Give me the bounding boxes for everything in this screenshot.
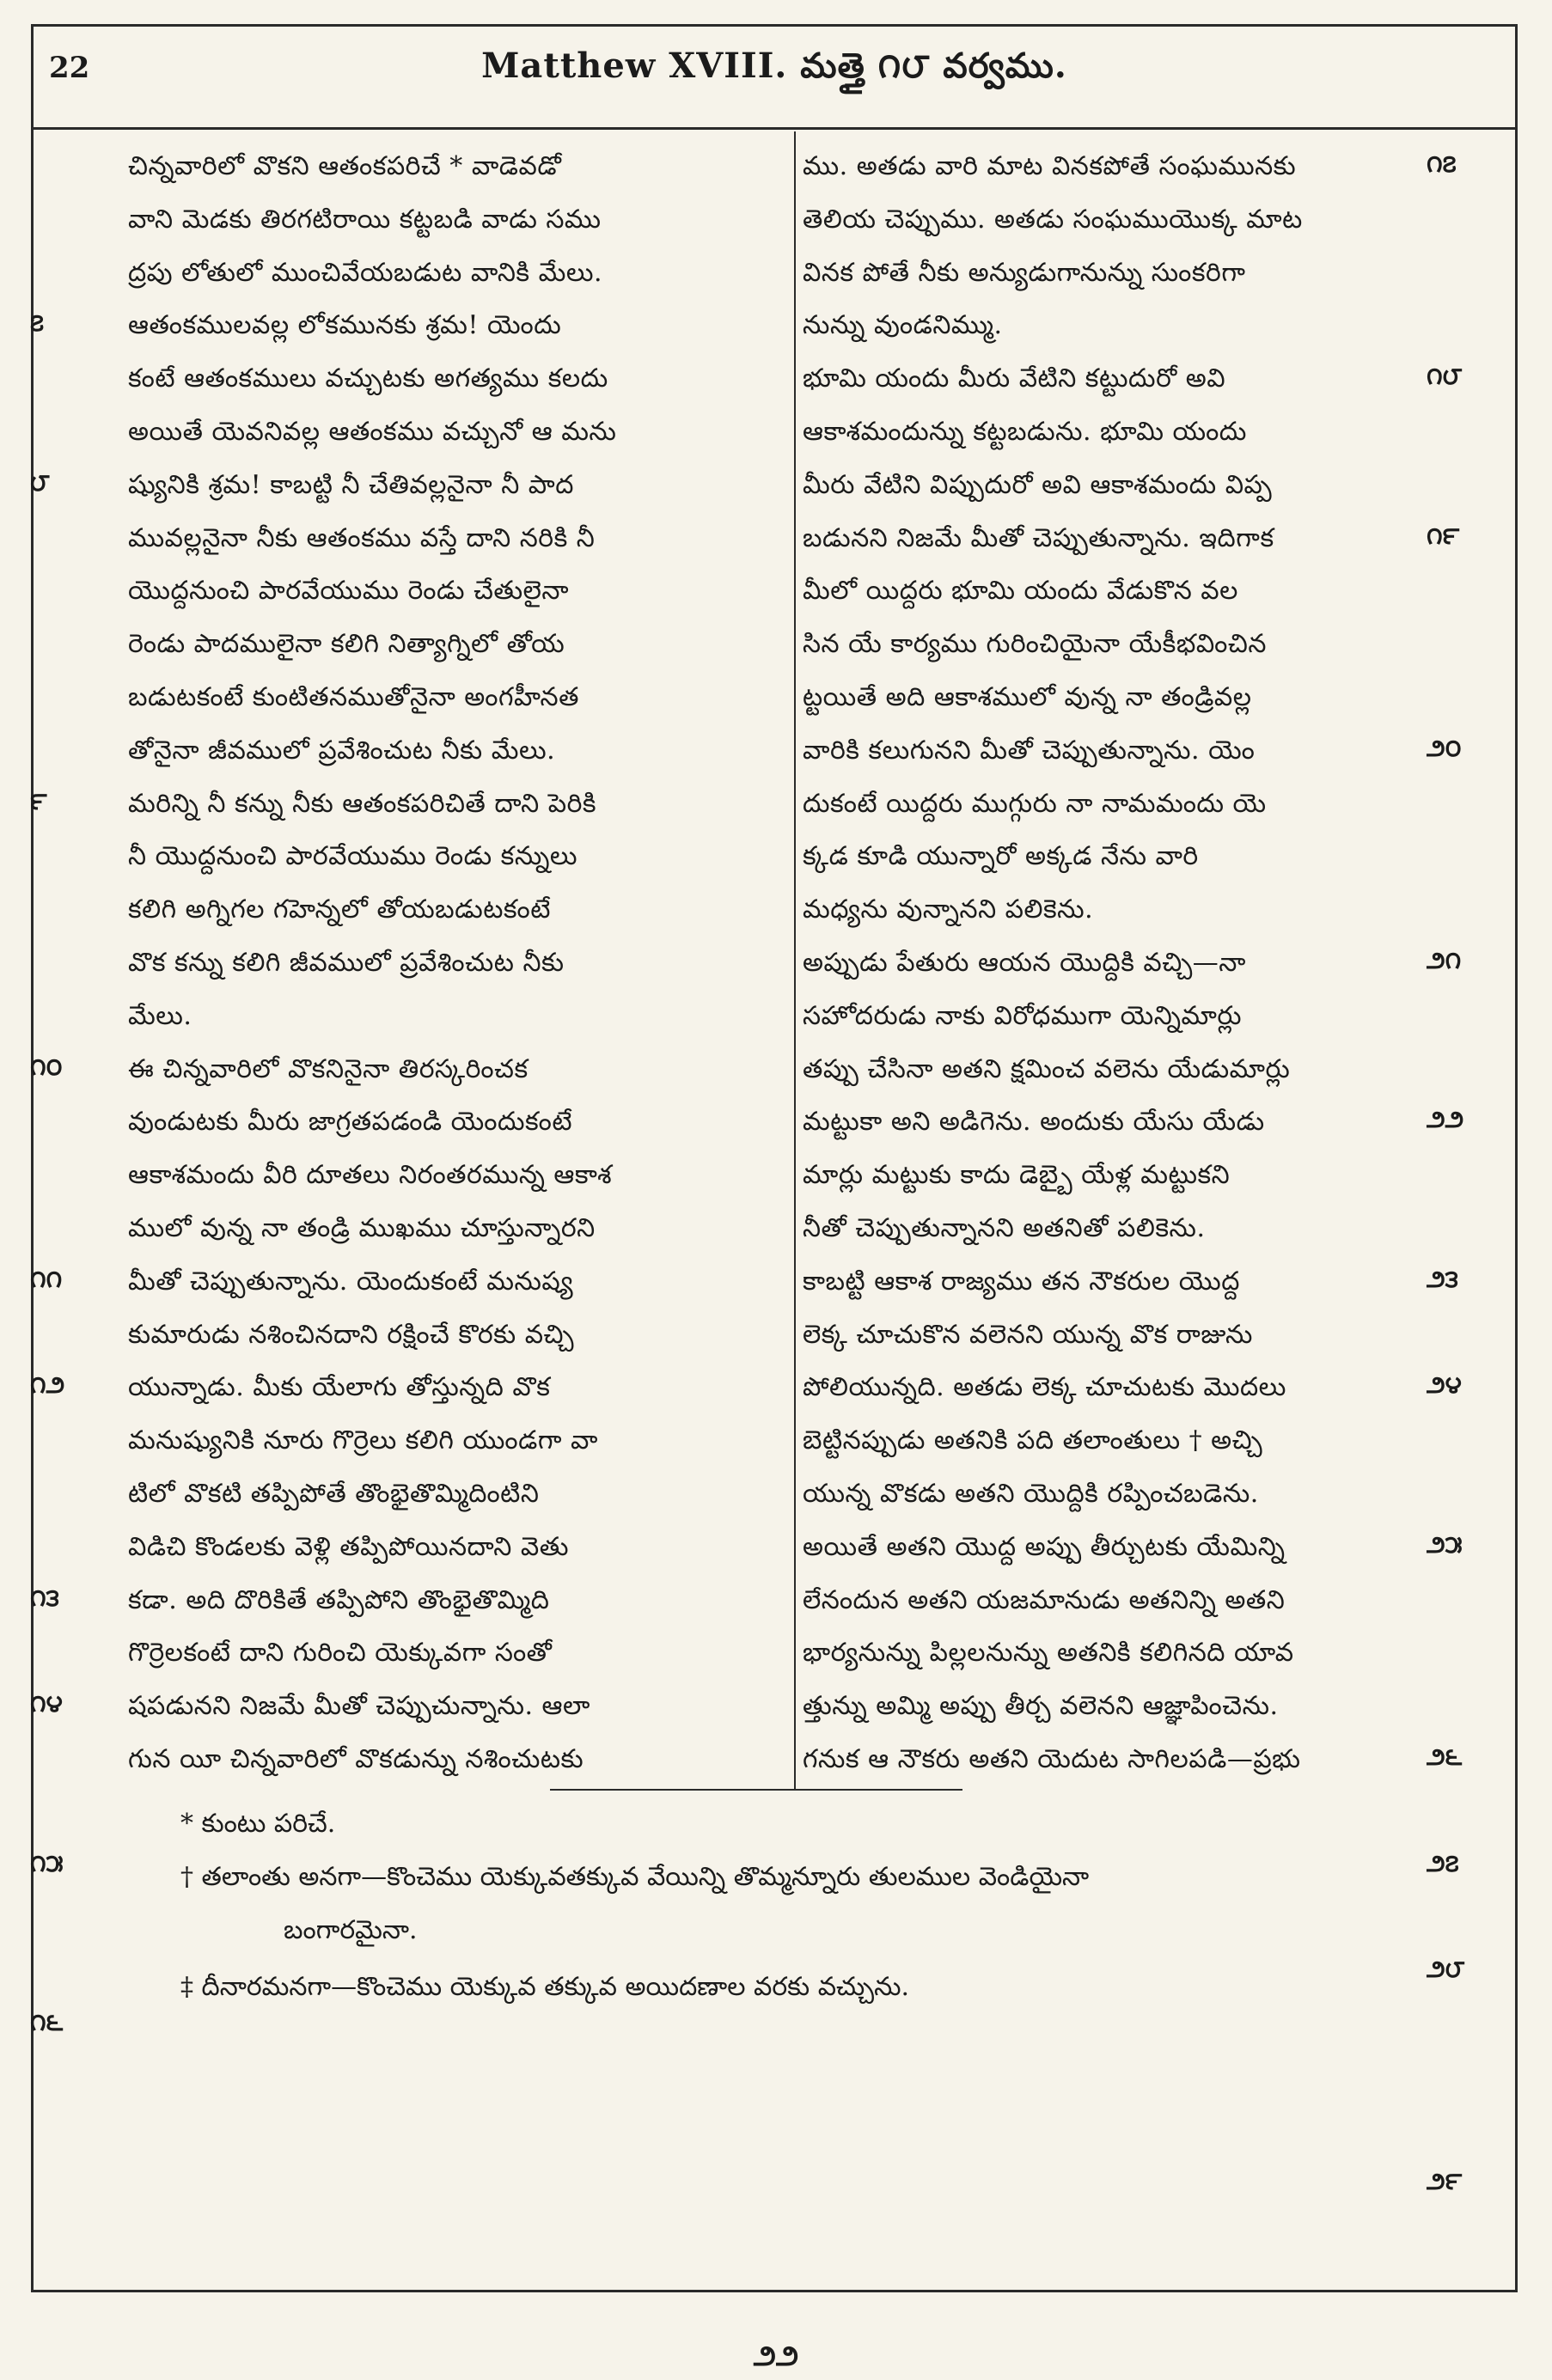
verse-number: ౨౭ bbox=[1427, 1848, 1459, 1877]
text-line: త్తున్ను అమ్మి అప్పు తీర్చ వలెనని ఆజ్ఞాపించెను. bbox=[803, 1691, 1279, 1722]
text-line: వినక పోతే నీకు అన్యుడుగానున్ను సుంకరిగా bbox=[803, 257, 1246, 288]
text-line: కంటే ఆతంకములు వచ్చుటకు అగత్యము కలదు bbox=[128, 363, 608, 394]
verse-number: ౨౧ bbox=[1427, 946, 1462, 974]
text-line: కాబట్టి ఆకాశ రాజ్యము తన నౌకరుల యొద్ద bbox=[803, 1266, 1240, 1297]
verse-number: ౨౨ bbox=[1427, 1105, 1464, 1134]
text-line: భార్యనున్ను పిల్లలనున్ను అతనికి కలిగినది యావ bbox=[803, 1638, 1294, 1669]
footnote-asterisk: * కుంటు పరిచే. bbox=[180, 1809, 336, 1839]
text-line: మనుష్యునికి నూరు గొర్రెలు కలిగి యుండగా వా bbox=[128, 1425, 598, 1456]
text-line: వాని మెడకు తిరగటిరాయి కట్టబడి వాడు సము bbox=[128, 204, 602, 235]
right-column bbox=[803, 140, 1426, 1790]
footnote-dagger: † తలాంతు అనగా—కొంచెము యెక్కువతక్కువ వేయిన్ని తొమ్మన్నూరు తులముల వెండియైనా bbox=[180, 1862, 1090, 1892]
running-title: Matthew XVIII. మత్తై ౧౮ వర్వము. bbox=[481, 46, 1067, 86]
verse-number: ౨౬ bbox=[1427, 1742, 1463, 1771]
text-line: రెండు పాదములైనా కలిగి నిత్యాగ్నిలో తోయ bbox=[128, 629, 565, 660]
text-line: అయితే యెవనివల్ల ఆతంకము వచ్చునో ఆ మను bbox=[128, 416, 617, 447]
text-line: అప్పుడు పేతురు ఆయన యొద్దికి వచ్చి—నా bbox=[803, 947, 1246, 978]
footnote-dagger-cont: బంగారమైనా. bbox=[284, 1915, 418, 1945]
verse-number: ౧౯ bbox=[1427, 521, 1460, 550]
text-line: తెలియ చెప్పుము. అతడు సంఘముయొక్క మాట bbox=[803, 204, 1303, 235]
verse-number: ౨౮ bbox=[1427, 1955, 1465, 1984]
text-line: నున్ను వుండనిమ్ము. bbox=[803, 310, 1003, 341]
footnote-double-dagger: ‡ దీనారమనగా—కొంచెము యెక్కువ తక్కువ అయిదణాల వరకు వచ్చును. bbox=[180, 1972, 910, 2002]
text-line: క్కడ కూడి యున్నారో అక్కడ నేను వారి bbox=[803, 841, 1199, 872]
text-line: కలిగి అగ్నిగల గహెన్నలో తోయబడుటకంటే bbox=[128, 894, 551, 925]
text-line: అయితే అతని యొద్ద అప్పు తీర్చుటకు యేమిన్ని bbox=[803, 1531, 1286, 1562]
verse-number: ౧౧ bbox=[30, 1264, 63, 1293]
text-line: లేనందున అతని యజమానుడు అతనిన్ని అతని bbox=[803, 1584, 1286, 1615]
text-line: ము. అతడు వారి మాట వినకపోతే సంఘమునకు bbox=[803, 151, 1297, 181]
text-line: పోలియున్నది. అతడు లెక్క చూచుటకు మొదలు bbox=[803, 1372, 1286, 1403]
text-columns bbox=[34, 131, 1515, 1798]
page-header bbox=[34, 27, 1515, 130]
text-line: మార్లు మట్టుకు కాదు డెబ్బై యేళ్ల మట్టుకని bbox=[803, 1160, 1231, 1191]
verse-number: ౧౪ bbox=[30, 1689, 63, 1718]
text-line: ములో వున్న నా తండ్రి ముఖము చూస్తున్నారని bbox=[128, 1212, 596, 1243]
text-line: ట్టయితే అది ఆకాశములో వున్న నా తండ్రివల్ల bbox=[803, 681, 1252, 712]
text-line: చిన్నవారిలో వొకని ఆతంకపరిచే * వాడెవడో bbox=[128, 151, 562, 181]
text-line: బడునని నిజమే మీతో చెప్పుతున్నాను. ఇదిగాక bbox=[803, 522, 1274, 553]
text-line: మధ్యను వున్నానని పలికెను. bbox=[803, 894, 1094, 925]
text-line: గొర్రెలకంటే దాని గురించి యెక్కువగా సంతో bbox=[128, 1638, 553, 1669]
text-line: లెక్క చూచుకొన వలెనని యున్న వొక రాజును bbox=[803, 1319, 1253, 1350]
verse-number: ౨౯ bbox=[1427, 2167, 1463, 2196]
text-line: మువల్లనైనా నీకు ఆతంకము వస్తే దాని నరికి నీ bbox=[128, 522, 596, 553]
verse-number: ౧౦ bbox=[30, 1052, 63, 1081]
text-line: సిన యే కార్యము గురించియైనా యేకీభవించిన bbox=[803, 629, 1267, 660]
verse-number: ౨౫ bbox=[1427, 1529, 1463, 1559]
left-column bbox=[128, 140, 790, 1790]
text-line: బెట్టినప్పుడు అతనికి పది తలాంతులు † అచ్చి bbox=[803, 1425, 1263, 1456]
text-line: తోనైనా జీవములో ప్రవేశించుట నీకు మేలు. bbox=[128, 735, 556, 766]
verse-number: ౧౭ bbox=[1427, 150, 1457, 178]
text-line: ఆకాశమందున్ను కట్టబడును. భూమి యందు bbox=[803, 416, 1247, 447]
text-line: ఆతంకములవల్ల లోకమునకు శ్రమ! యెందు bbox=[128, 310, 562, 341]
text-line: ఆకాశమందు వీరి దూతలు నిరంతరమున్న ఆకాశ bbox=[128, 1160, 613, 1191]
text-line: తప్పు చేసినా అతని క్షమించ వలెను యేడుమార్లు bbox=[803, 1053, 1291, 1084]
text-line: నీ యొద్దనుంచి పారవేయుము రెండు కన్నులు bbox=[128, 841, 577, 872]
column-divider bbox=[794, 131, 796, 1790]
text-line: మట్టుకా అని అడిగెను. అందుకు యేసు యేడు bbox=[803, 1107, 1265, 1138]
footnote-rule bbox=[550, 1789, 962, 1791]
text-line: గున యీ చిన్నవారిలో వొకడున్ను నశించుటకు bbox=[128, 1743, 584, 1774]
text-line: వారికి కలుగునని మీతో చెప్పుతున్నాను. యెం bbox=[803, 735, 1256, 766]
text-line: మీతో చెప్పుతున్నాను. యెందుకంటే మనుష్య bbox=[128, 1266, 574, 1297]
page-number: 22 bbox=[49, 51, 90, 85]
text-line: యున్న వొకడు అతని యొద్దికి రప్పించబడెను. bbox=[803, 1478, 1259, 1509]
verse-number: ౨౪ bbox=[1427, 1370, 1462, 1400]
text-line: మీలో యిద్దరు భూమి యందు వేడుకొన వల bbox=[803, 576, 1238, 607]
text-line: కుమారుడు నశించినదాని రక్షించే కొరకు వచ్చి bbox=[128, 1319, 575, 1350]
text-line: బడుటకంటే కుంటితనముతోనైనా అంగహీనత bbox=[128, 681, 579, 712]
verse-number: ౨౩ bbox=[1427, 1264, 1458, 1293]
text-line: ఈ చిన్నవారిలో వొకనినైనా తిరస్కరించక bbox=[128, 1053, 529, 1084]
text-line: మేలు. bbox=[128, 1000, 192, 1031]
verse-number: ౧౫ bbox=[30, 1848, 64, 1877]
text-line: వుండుటకు మీరు జాగ్రతపడండి యెందుకంటే bbox=[128, 1107, 573, 1138]
text-line: కడా. అది దొరికితే తప్పిపోని తొంభైతొమ్మిది bbox=[128, 1584, 550, 1615]
text-line: వొక కన్ను కలిగి జీవములో ప్రవేశించుట నీకు bbox=[128, 947, 565, 978]
text-line: భూమి యందు మీరు వేటిని కట్టుదురో అవి bbox=[803, 363, 1226, 394]
text-line: టిలో వొకటి తప్పిపోతే తొంభైతొమ్మిదింటిని bbox=[128, 1478, 540, 1509]
verse-number: ౧౩ bbox=[30, 1583, 59, 1612]
text-line: దుకంటే యిద్దరు ముగ్గురు నా నామమందు యె bbox=[803, 788, 1267, 819]
signature-mark: ౨౨ bbox=[753, 2339, 799, 2373]
text-line: ష్యునికి శ్రమ! కాబట్టి నీ చేతివల్లనైనా నీ పాద bbox=[128, 469, 574, 500]
text-line: షపడునని నిజమే మీతో చెప్పుచున్నాను. ఆలా bbox=[128, 1691, 590, 1722]
verse-number: ౨౦ bbox=[1427, 733, 1462, 762]
text-line: మరిన్ని నీ కన్ను నీకు ఆతంకపరిచితే దాని పెరికి bbox=[128, 788, 597, 819]
verse-number: ౧౨ bbox=[30, 1370, 65, 1400]
text-line: సహోదరుడు నాకు విరోధముగా యెన్నిమార్లు bbox=[803, 1000, 1243, 1031]
text-line: యున్నాడు. మీకు యేలాగు తోస్తున్నది వొక bbox=[128, 1372, 551, 1403]
text-line: నీతో చెప్పుతున్నానని అతనితో పలికెను. bbox=[803, 1212, 1206, 1243]
text-line: యొద్దనుంచి పారవేయుము రెండు చేతులైనా bbox=[128, 576, 570, 607]
page-frame bbox=[31, 24, 1518, 2292]
text-line: ద్రపు లోతులో ముంచివేయబడుట వానికి మేలు. bbox=[128, 257, 603, 288]
text-line: విడిచి కొండలకు వెళ్లి తప్పిపోయినదాని వెతు bbox=[128, 1531, 569, 1562]
text-line: మీరు వేటిని విప్పుదురో అవి ఆకాశమందు విప్ప bbox=[803, 469, 1273, 500]
verse-number: ౭ bbox=[30, 308, 45, 338]
verse-number: ౮ bbox=[30, 467, 50, 497]
verse-number: ౯ bbox=[30, 786, 47, 815]
verse-number: ౧౮ bbox=[1427, 362, 1463, 391]
verse-number: ౧౬ bbox=[30, 2008, 64, 2036]
text-line: గనుక ఆ నౌకరు అతని యెదుట సాగిలపడి—ప్రభు bbox=[803, 1743, 1301, 1774]
